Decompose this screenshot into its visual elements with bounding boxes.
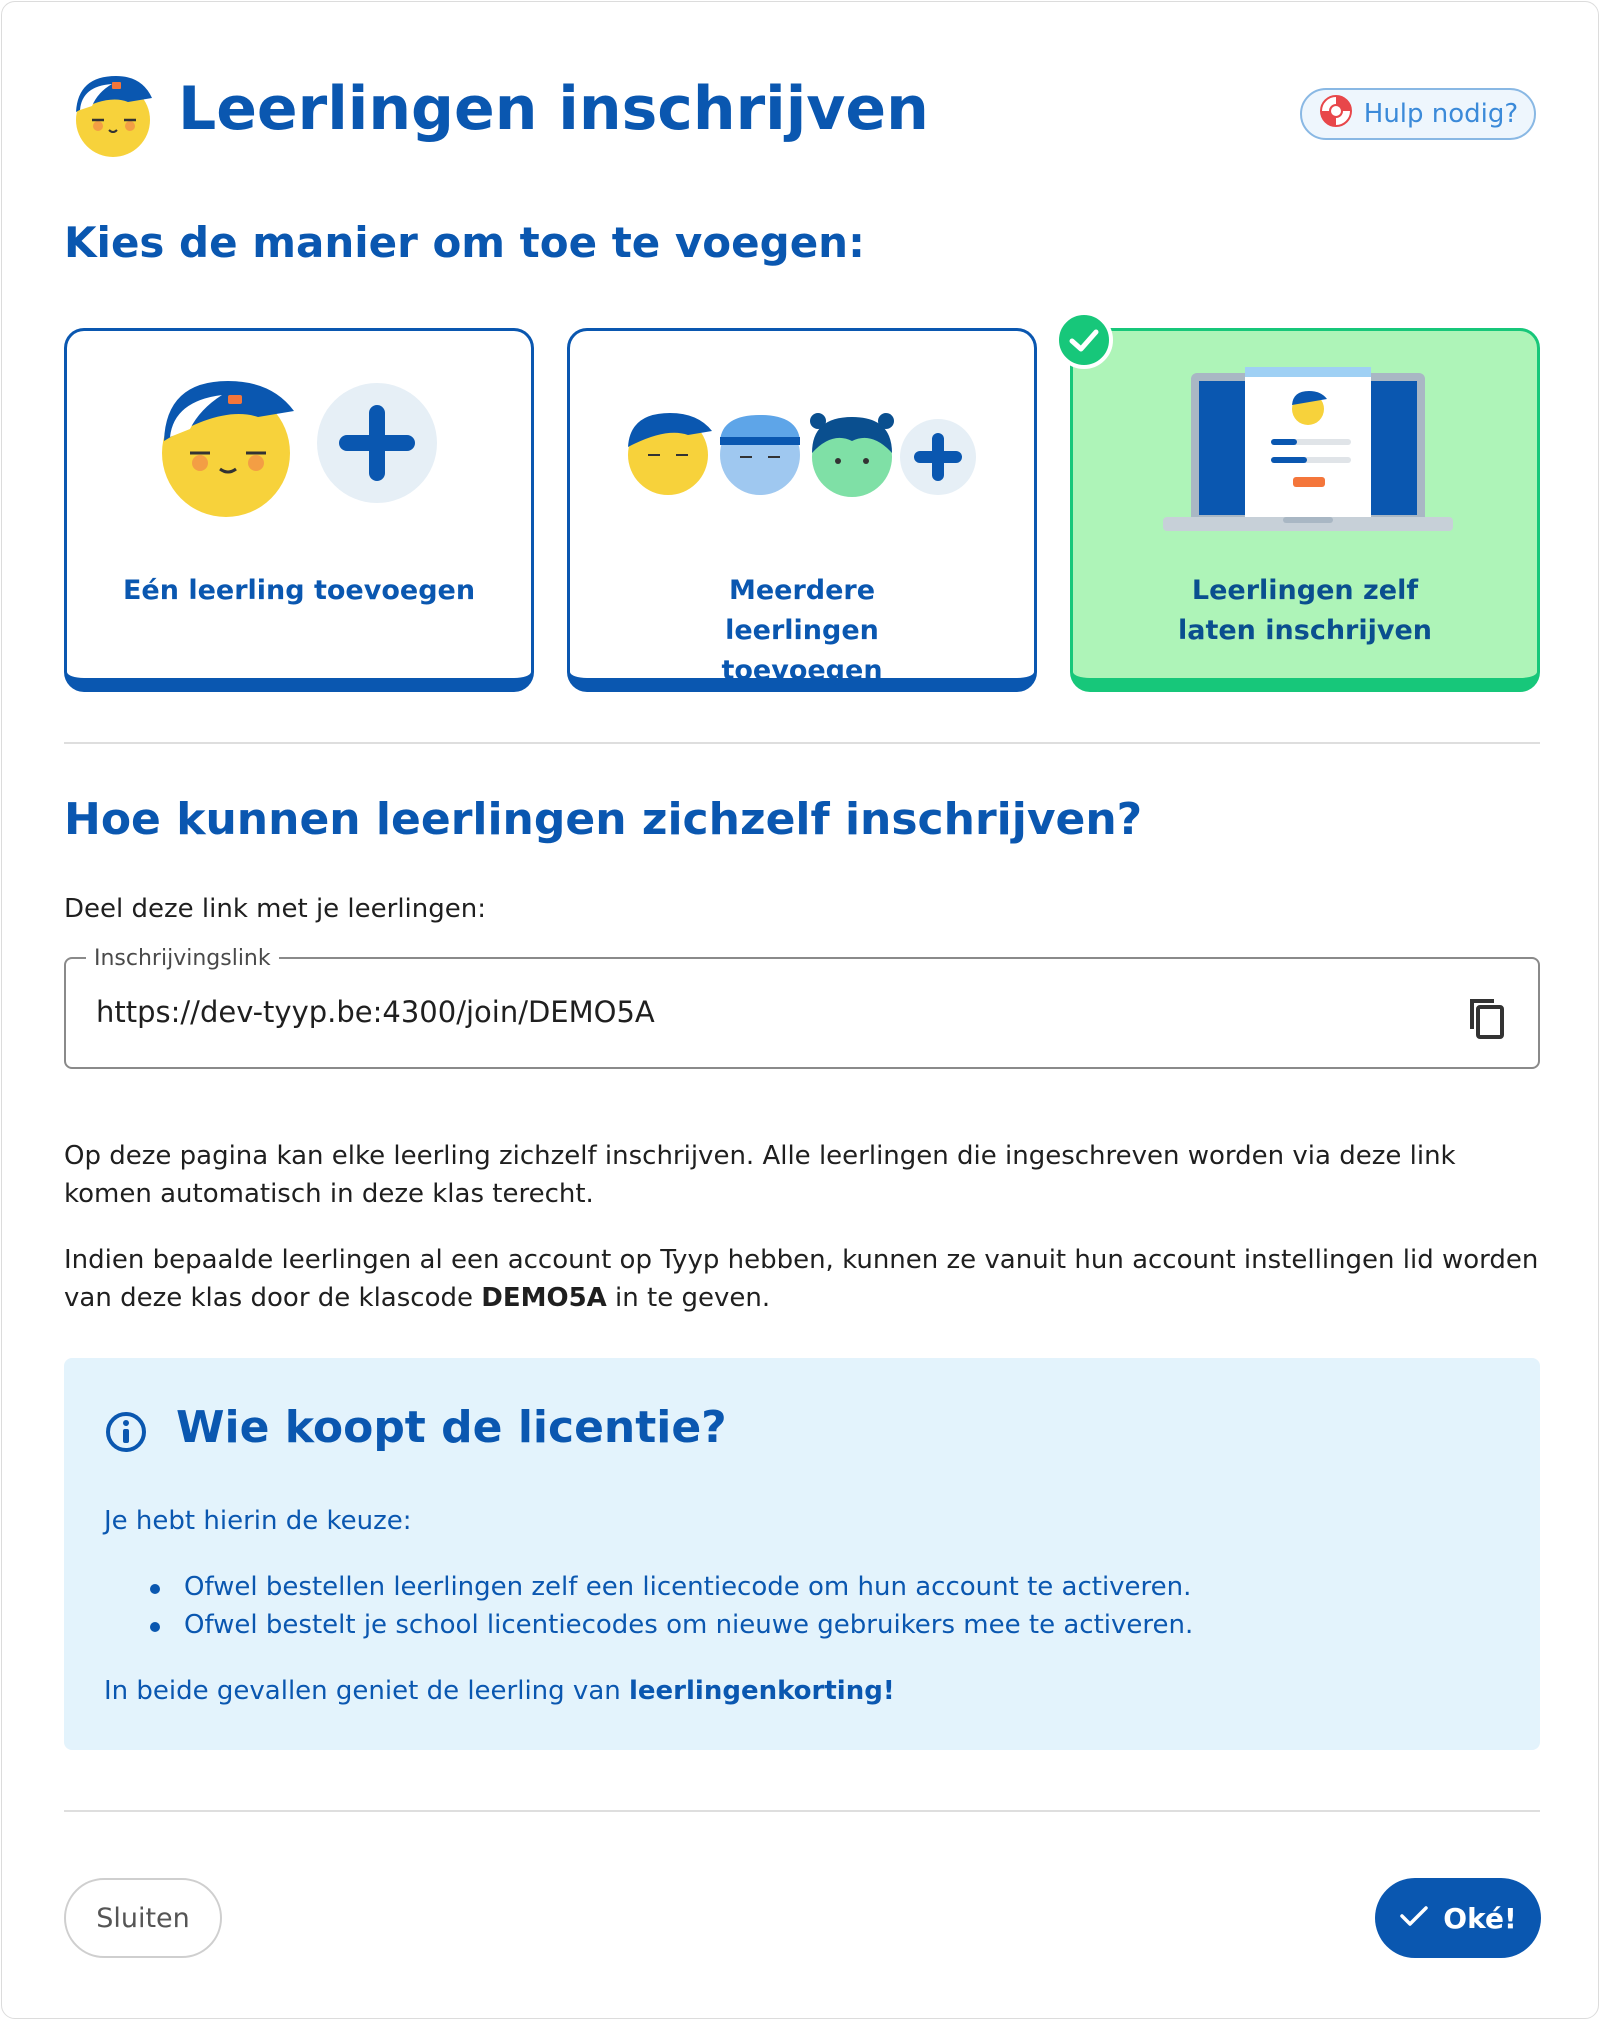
signup-link-field: [64, 957, 1540, 1069]
license-footer-bold: leerlingenkorting!: [629, 1676, 895, 1706]
license-bullet-2: Ofwel bestelt je school licentiecodes om nieuwe gebruikers mee te activeren.: [184, 1610, 1194, 1640]
paragraph-2-tail: in te geven.: [606, 1283, 771, 1313]
help-label: Hulp nodig?: [1363, 99, 1519, 129]
option-card-single[interactable]: [64, 328, 534, 692]
bullet-dot: [150, 1584, 160, 1594]
selfsignup-paragraph-2: [64, 1241, 1540, 1317]
laptop-illustration: [1163, 367, 1453, 541]
option-label-self-signup: Leerlingen zelf laten inschrijven: [1177, 575, 1433, 646]
section-divider: [64, 742, 1540, 744]
option-label-single: Eén leerling toevoegen: [122, 575, 476, 606]
license-footer-text: In beide gevallen geniet de leerling van: [104, 1676, 629, 1706]
license-info-box: [64, 1358, 1540, 1750]
class-code: DEMO5A: [481, 1283, 607, 1313]
ok-button[interactable]: [1375, 1878, 1541, 1958]
help-button[interactable]: [1300, 88, 1536, 140]
logo-mascot-icon: [68, 72, 158, 158]
single-student-illustration: [162, 381, 442, 525]
license-footer: [104, 1676, 895, 1706]
license-heading: Wie koopt de licentie?: [176, 1402, 727, 1453]
method-heading: Kies de manier om toe te voegen:: [64, 218, 865, 267]
license-bullet-1: Ofwel bestellen leerlingen zelf een licentiecode om hun account te activeren.: [184, 1572, 1192, 1602]
selected-check-icon: [1055, 311, 1113, 369]
signup-link-label: Inschrijvingslink: [86, 946, 279, 971]
paragraph-2-text: Indien bepaalde leerlingen al een account op Tyyp hebben, kunnen ze vanuit hun account instellingen lid worden van deze klas door de klascode: [64, 1245, 1539, 1313]
page-title: Leerlingen inschrijven: [178, 74, 929, 144]
selfsignup-intro: Deel deze link met je leerlingen:: [64, 894, 486, 924]
signup-link-input[interactable]: [96, 987, 1396, 1037]
option-label-multiple: Meerdere leerlingen toevoegen: [721, 575, 883, 686]
info-icon: [104, 1410, 148, 1458]
option-card-multiple[interactable]: [567, 328, 1037, 692]
selfsignup-paragraph-1: Op deze pagina kan elke leerling zichzelf inschrijven. Alle leerlingen die ingeschreven worden via deze link komen automatisch in deze klas terecht.: [64, 1141, 1456, 1209]
copy-icon[interactable]: [1464, 989, 1512, 1041]
ok-label: Oké!: [1443, 1901, 1517, 1935]
selfsignup-heading: Hoe kunnen leerlingen zichzelf inschrijven?: [64, 794, 1143, 845]
dialog: [1, 1, 1599, 2019]
lifebuoy-icon: [1318, 93, 1354, 136]
license-intro: Je hebt hierin de keuze:: [104, 1506, 412, 1536]
close-button[interactable]: Sluiten: [64, 1878, 222, 1958]
bullet-dot: [150, 1622, 160, 1632]
multiple-students-illustration: [626, 411, 986, 505]
option-card-self-signup[interactable]: [1070, 328, 1540, 692]
footer-divider: [64, 1810, 1540, 1812]
check-icon: [1399, 1902, 1429, 1935]
